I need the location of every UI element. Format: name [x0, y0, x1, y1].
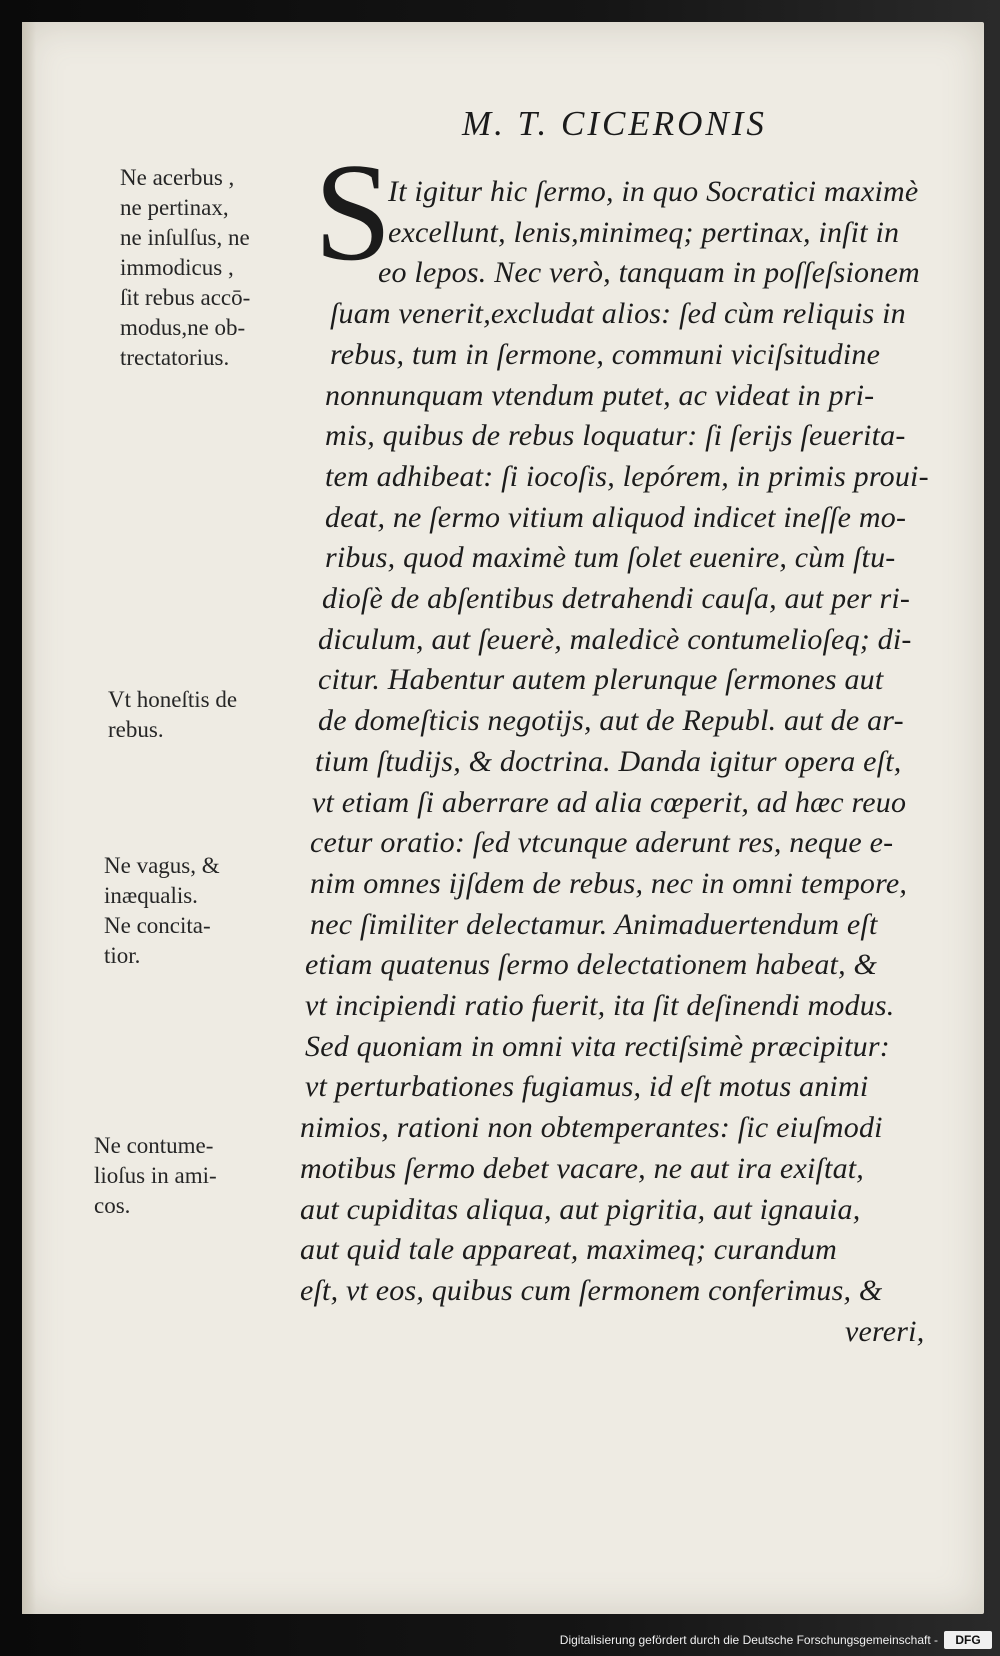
text-line: Sed quoniam in omni vita rectiſsimè præcipitur:: [305, 1029, 890, 1063]
text-line: citur. Habentur autem plerunque ſermones aut: [318, 663, 884, 697]
marginal-note-line: Ne acerbus ,: [120, 165, 235, 190]
marginal-note-line: ne inſulſus, ne: [120, 225, 250, 250]
marginal-note-line: immodicus ,: [120, 255, 234, 280]
marginal-note-line: Vt honeſtis de: [108, 687, 238, 712]
text-line: ſuam venerit,excludat alios: ſed cùm reliquis in: [330, 297, 906, 331]
text-line: vt perturbationes fugiamus, id eſt motus animi: [305, 1070, 869, 1104]
marginal-note-line: inæqualis.: [104, 883, 198, 908]
marginal-note-line: modus,ne ob-: [120, 315, 246, 340]
text-line: excellunt, lenis,minimeq; pertinax, inſit in: [388, 215, 900, 249]
dfg-logo: DFG: [944, 1631, 992, 1649]
text-line: de domeſticis negotijs, aut de Republ. aut de ar-: [318, 704, 904, 738]
text-line: tium ſtudijs, & doctrina. Danda igitur opera eſt,: [315, 744, 902, 778]
marginal-note-line: tior.: [104, 943, 141, 968]
text-line: nimios, rationi non obtemperantes: ſic eiuſmodi: [300, 1111, 883, 1145]
text-line: eſt, vt eos, quibus cum ſermonem conferimus, &: [300, 1273, 883, 1307]
marginal-note-line: Ne vagus, &: [104, 853, 220, 878]
text-line: ribus, quod maximè tum ſolet euenire, cùm ſtu-: [325, 541, 896, 575]
text-line: deat, ne ſermo vitium aliquod indicet ineſſe mo-: [325, 500, 907, 534]
text-line: nim omnes ijſdem de rebus, nec in omni tempore,: [310, 866, 908, 900]
text-line: nonnunquam vtendum putet, ac videat in pri-: [325, 378, 875, 412]
text-line: mis, quibus de rebus loquatur: ſi ſerijs ſeuerita-: [325, 419, 906, 453]
text-line: aut cupiditas aliqua, aut pigritia, aut ignauia,: [300, 1192, 861, 1226]
text-line: eo lepos. Nec verò, tanquam in poſſeſsionem: [378, 256, 920, 290]
text-line: vereri,: [845, 1314, 925, 1348]
text-line: nec ſimiliter delectamur. Animaduertendum eſt: [310, 907, 878, 941]
marginal-note-line: rebus.: [108, 717, 164, 742]
marginal-note-line: cos.: [94, 1193, 131, 1218]
text-line: tem adhibeat: ſi iocoſis, lepórem, in primis proui-: [325, 459, 929, 493]
text-line: motibus ſermo debet vacare, ne aut ira exiſtat,: [300, 1151, 865, 1185]
marginal-note-line: Ne concita-: [104, 913, 211, 938]
marginal-note-line: ne pertinax,: [120, 195, 229, 220]
text-line: etiam quatenus ſermo delectationem habeat, &: [305, 948, 878, 982]
marginal-note-line: trectatorius.: [120, 345, 230, 370]
text-line: dioſè de abſentibus detrahendi cauſa, aut per ri-: [322, 582, 911, 615]
text-line: cetur oratio: ſed vtcunque aderunt res, neque e-: [310, 826, 894, 860]
text-line: diculum, aut ſeuerè, maledicè contumelioſeq; di-: [318, 622, 912, 656]
text-line: rebus, tum in ſermone, communi viciſsitudine: [330, 337, 881, 371]
text-line: vt etiam ſi aberrare ad alia cœperit, ad hæc reuo: [312, 785, 907, 819]
text-line: aut quid tale appareat, maximeq; curandum: [300, 1233, 838, 1267]
marginal-note-line: Ne contume-: [94, 1133, 214, 1158]
text-line: It igitur hic ſermo, in quo Socratici maximè: [388, 175, 919, 208]
digitization-credit: Digitalisierung gefördert durch die Deutsche Forschungsgemeinschaft -: [559, 1633, 938, 1647]
marginal-note-line: ſit rebus accō-: [120, 285, 251, 310]
marginal-note-line: lioſus in ami-: [94, 1163, 217, 1188]
drop-cap-initial: S: [314, 135, 392, 290]
running-head: M. T. CICERONIS: [462, 104, 767, 143]
text-line: vt incipiendi ratio fuerit, ita ſit deſinendi modus.: [305, 989, 895, 1022]
page-edge-shadow: [22, 22, 36, 1614]
